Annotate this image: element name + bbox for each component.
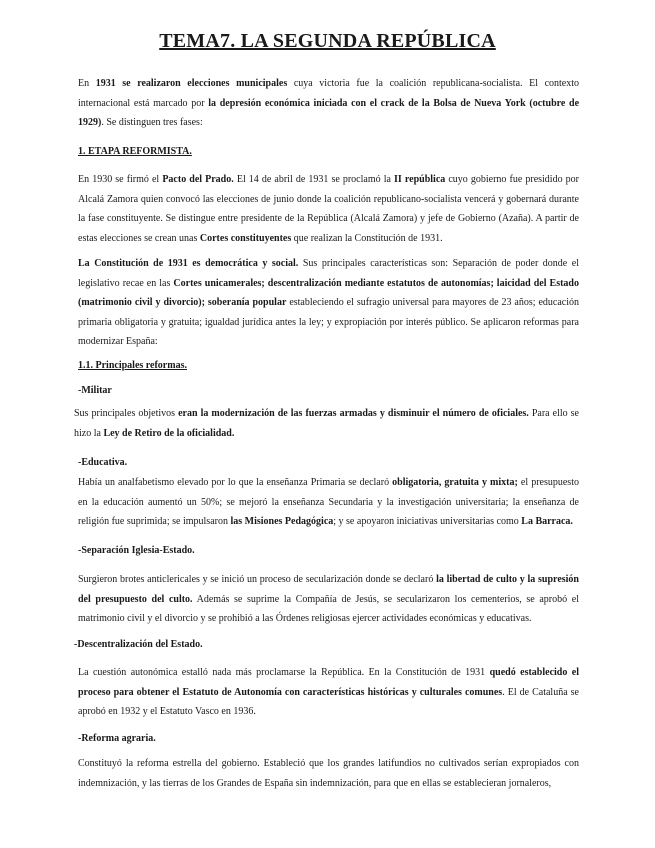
bold-run: Cortes unicamerales; descentralización mediante estatutos de autonomías; laicidad del Estado (matrimonio civil y divorcio); soberanía popular bbox=[78, 277, 579, 308]
section1-paragraph-2 bbox=[78, 254, 579, 352]
text-run: Sus principales objetivos bbox=[74, 408, 179, 419]
section-heading-etapa-reformista: 1. ETAPA REFORMISTA. bbox=[78, 146, 192, 157]
heading-reforma-agraria: -Reforma agraria. bbox=[78, 733, 156, 744]
heading-separacion-iglesia-estado: -Separación Iglesia-Estado. bbox=[78, 545, 195, 556]
bold-run: la libertad de culto y la supresión del presupuesto del culto. bbox=[78, 574, 579, 605]
paragraph-reforma-agraria bbox=[78, 754, 579, 793]
bold-run: Ley de Retiro de la oficialidad. bbox=[103, 427, 235, 439]
text-run: Surgieron brotes anticlericales y se inició un proceso de secularización donde se declaró bbox=[78, 574, 437, 585]
heading-descentralizacion: -Descentralización del Estado. bbox=[74, 639, 203, 650]
text-run: Constituyó la reforma estrella del gobierno. Estableció que los grandes latifundios no cultivados serían expropiados con indemnización, y las tierras de los Grandes de España sin indemnización, para que en ellas se establecieran jornaleros, bbox=[78, 758, 579, 789]
text-run: cuyo gobierno fue presidido por Alcalá Zamora quien convocó las elecciones de junio donde la coalición republicano-socialista vencerá y gobernará durante la fase constituyente. Se distingue entre presidente de la República (Alcalá Zamora) y jefe de Gobierno (Azaña). A partir de estas elecciones se crean unas bbox=[78, 174, 579, 244]
text-run: El 14 de abril de 1931 se proclamó la bbox=[233, 174, 395, 185]
subsection-heading-principales-reformas: 1.1. Principales reformas. bbox=[78, 360, 187, 371]
bold-run: La Barraca. bbox=[521, 516, 573, 527]
text-run: ; y se apoyaron iniciativas universitarias como bbox=[333, 516, 522, 527]
text-run: La cuestión autonómica estalló nada más proclamarse la República. En la Constitución de 1931 bbox=[78, 667, 490, 678]
bold-run: Pacto del Prado. bbox=[162, 174, 234, 185]
text-run: cuya victoria fue la coalición republicana-socialista. El contexto internacional está marcado por bbox=[78, 78, 580, 109]
bold-run: II república bbox=[394, 174, 446, 185]
text-run: que realizan la Constitución de 1931. bbox=[291, 232, 443, 244]
bold-run: Cortes constituyentes bbox=[199, 232, 292, 244]
text-run: el presupuesto en la educación aumentó un 50%; se mejoró la enseñanza Secundaria y la investigación universitaria; la enseñanza de religión fue suprimida; se impulsaron bbox=[78, 477, 579, 527]
text-run: estableciendo el sufragio universal para mayores de 23 años; educación primaria obligatoria y gratuita; igualdad jurídica antes la ley; y expropiación por interés público. Se aplicaron reformas para modernizar España: bbox=[78, 297, 579, 347]
text-run: Para ello se hizo la bbox=[74, 408, 579, 439]
bold-run: obligatoria, gratuita y mixta; bbox=[392, 477, 518, 488]
bold-run: las Misiones Pedagógica bbox=[230, 516, 334, 527]
bold-run: eran la modernización de las fuerzas armadas y disminuir el número de oficiales. bbox=[178, 408, 529, 419]
text-run: Había un analfabetismo elevado por lo que la enseñanza Primaria se declaró bbox=[78, 477, 393, 488]
bold-run: quedó establecido el proceso para obtener el Estatuto de Autonomía con características históricas y culturales comunes bbox=[78, 667, 580, 698]
paragraph-educativa bbox=[78, 473, 579, 532]
paragraph-militar bbox=[74, 404, 579, 443]
text-run: . Se distinguen tres fases: bbox=[101, 117, 203, 128]
text-run: En 1930 se firmó el bbox=[78, 174, 163, 185]
intro-paragraph bbox=[78, 74, 579, 133]
page-title: TEMA7. LA SEGUNDA REPÚBLICA bbox=[159, 30, 496, 52]
text-run: Además se suprime la Compañía de Jesús, se secularizaron los cementerios, se aprobó el matrimonio civil y el divorcio y se prohibió a las Órdenes religiosas ejercer actividades económicas y educativas. bbox=[78, 593, 579, 624]
bold-run: la depresión económica iniciada con el crack de la Bolsa de Nueva York (octubre de 1929) bbox=[78, 97, 580, 128]
text-run: En bbox=[78, 78, 96, 89]
heading-militar: -Militar bbox=[78, 385, 112, 396]
section1-paragraph-1 bbox=[78, 170, 579, 248]
bold-run: 1931 se realizaron elecciones municipales bbox=[95, 78, 288, 89]
paragraph-iglesia bbox=[78, 570, 579, 629]
paragraph-descentralizacion bbox=[78, 663, 579, 722]
text-run: . El de Cataluña se aprobó en 1932 y el Estatuto Vasco en 1936. bbox=[78, 686, 579, 717]
bold-run: La Constitución de 1931 es democrática y social. bbox=[78, 258, 299, 269]
text-run: Sus principales características son: Separación de poder donde el legislativo recae en las bbox=[78, 258, 579, 289]
heading-educativa: -Educativa. bbox=[78, 457, 128, 468]
